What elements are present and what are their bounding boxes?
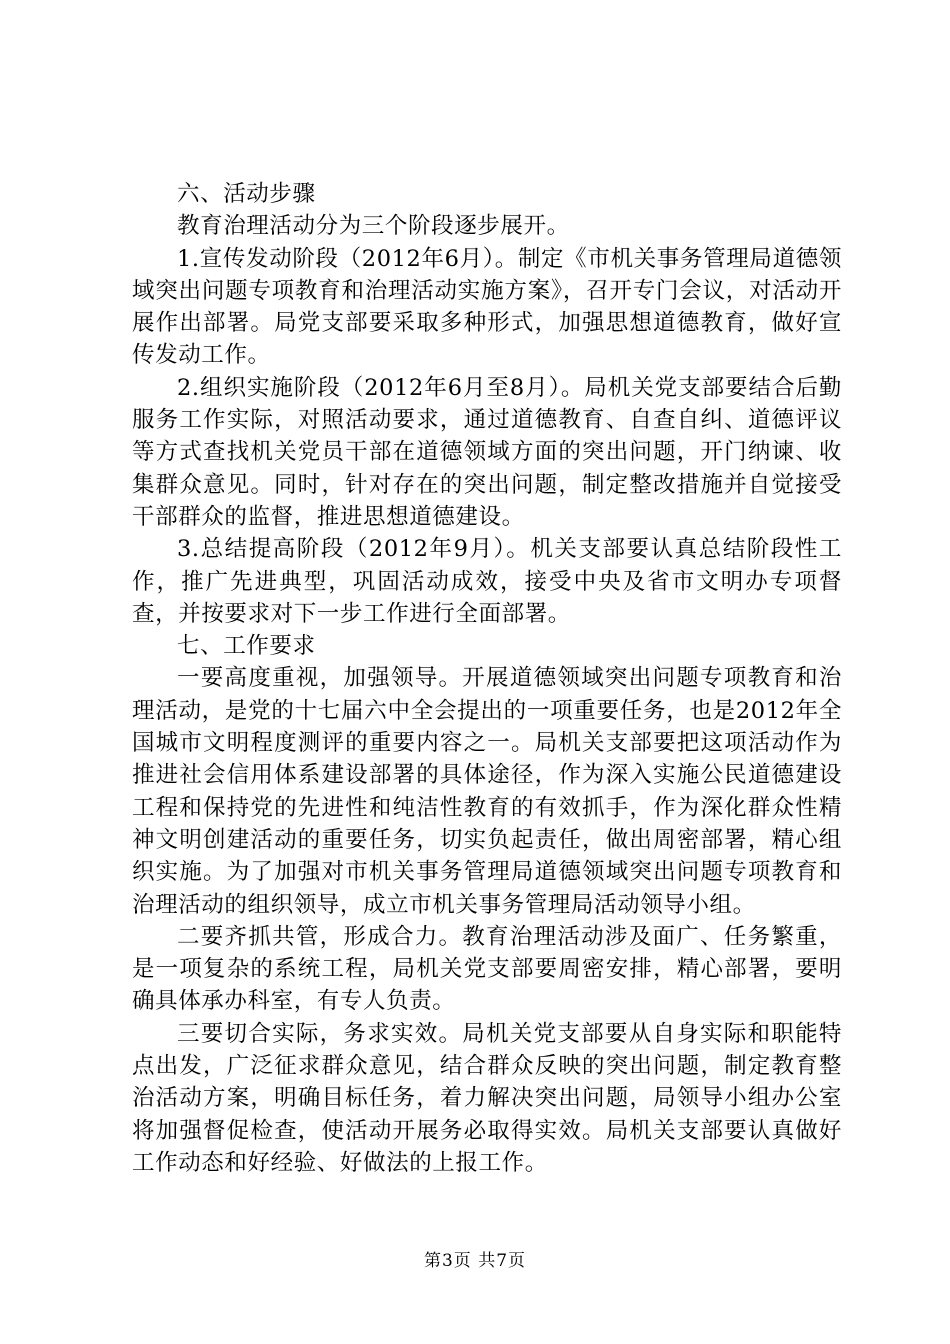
paragraph-stage-2: 2.组织实施阶段（2012年6月至8月）。局机关党支部要结合后勤服务工作实际，对照活动要求，通过道德教育、自查自纠、道德评议等方式查找机关党员干部在道德领域方面的突出问题，开门纳谏、收集群众意见。同时，针对存在的突出问题，制定整改措施并自觉接受干部群众的监督，推进思想道德建设。 xyxy=(132,374,842,530)
section-heading-activity-steps: 六、活动步骤 xyxy=(177,181,316,207)
paragraph-stages-intro: 教育治理活动分为三个阶段逐步展开。 xyxy=(177,213,570,240)
paragraph-requirement-1: 一要高度重视，加强领导。开展道德领域突出问题专项教育和治理活动，是党的十七届六中全会提出的一项重要任务，也是2012年全国城市文明程度测评的重要内容之一。局机关支部要把这项活动作为推进社会信用体系建设部署的具体途径，作为深入实施公民道德建设工程和保持党的先进性和纯洁性教育的有效抓手，作为深化群众性精神文明创建活动的重要任务，切实负起责任，做出周密部署，精心组织实施。为了加强对市机关事务管理局道德领域突出问题专项教育和治理活动的组织领导，成立市机关事务管理局活动领导小组。 xyxy=(132,665,842,918)
paragraph-requirement-3: 三要切合实际，务求实效。局机关党支部要从自身实际和职能特点出发，广泛征求群众意见，结合群众反映的突出问题，制定教育整治活动方案，明确目标任务，着力解决突出问题，局领导小组办公室将加强督促检查，使活动开展务必取得实效。局机关支部要认真做好工作动态和好经验、好做法的上报工作。 xyxy=(132,1020,842,1176)
section-heading-work-requirements: 七、工作要求 xyxy=(177,633,316,660)
page-number-footer: 第3页 共7页 xyxy=(423,1251,527,1271)
document-body xyxy=(132,178,842,1179)
paragraph-requirement-2: 二要齐抓共管，形成合力。教育治理活动涉及面广、任务繁重，是一项复杂的系统工程，局机关党支部要周密安排，精心部署，要明确具体承办科室，有专人负责。 xyxy=(132,923,842,1015)
paragraph-stage-3: 3.总结提高阶段（2012年9月）。机关支部要认真总结阶段性工作，推广先进典型，巩固活动成效，接受中央及省市文明办专项督查，并按要求对下一步工作进行全面部署。 xyxy=(132,536,842,627)
paragraph-stage-1: 1.宣传发动阶段（2012年6月）。制定《市机关事务管理局道德领域突出问题专项教育和治理活动实施方案》，召开专门会议，对活动开展作出部署。局党支部要采取多种形式，加强思想道德教育，做好宣传发动工作。 xyxy=(132,245,842,369)
